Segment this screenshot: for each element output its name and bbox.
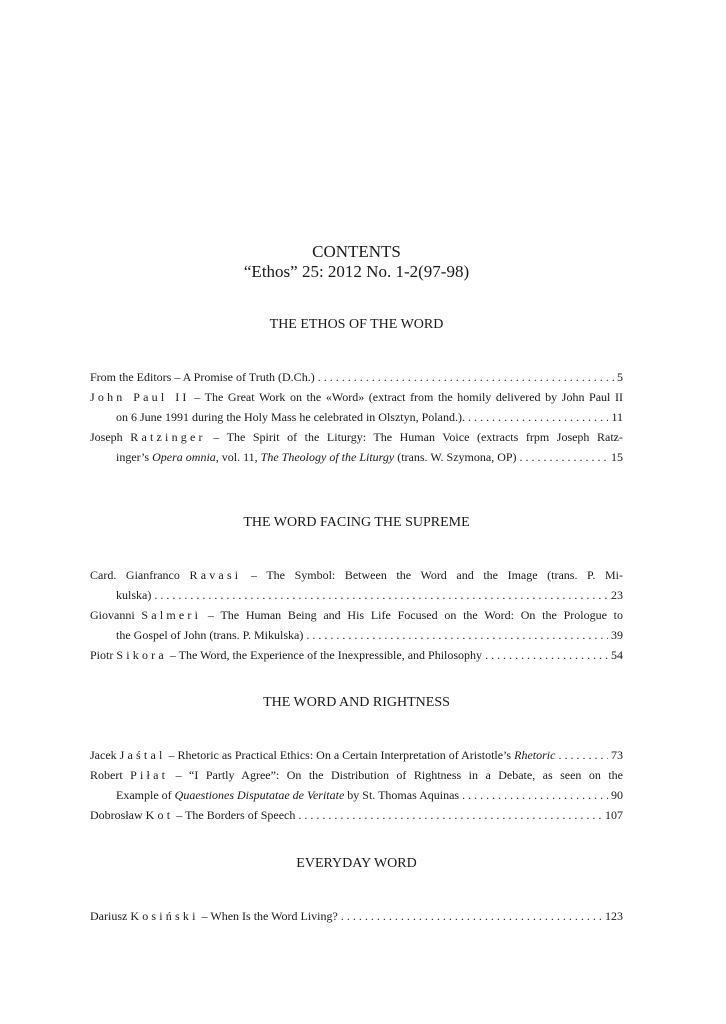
dot-leader xyxy=(462,785,608,805)
toc-entry[interactable] xyxy=(90,745,623,765)
author-name: Sikora xyxy=(116,648,167,662)
section-word-facing-the-supreme xyxy=(90,515,623,665)
toc-entry[interactable] xyxy=(90,427,623,467)
entry-title: Card. Gianfranco Ravasi – The Symbol: Between the Word and the Image (trans. P. Mi- xyxy=(90,568,623,582)
entry-title: From the Editors – A Promise of Truth (D.Ch.) xyxy=(90,370,315,384)
toc-entry[interactable] xyxy=(90,805,623,825)
page-number: 5 xyxy=(617,370,623,384)
entry-list xyxy=(90,745,623,825)
page-number: 54 xyxy=(611,648,623,662)
dot-leader xyxy=(298,805,602,825)
entry-title: Robert Piłat – “I Partly Agree”: On the Distribution of Rightness in a Debate, as seen on the xyxy=(90,768,623,782)
dot-leader xyxy=(520,447,608,467)
page-number: 90 xyxy=(611,788,623,802)
entry-list xyxy=(90,367,623,467)
author-name: Kosiński xyxy=(130,909,199,923)
entry-title: Dariusz Kosiński – When Is the Word Living? xyxy=(90,909,338,923)
section-heading: THE WORD FACING THE SUPREME xyxy=(243,515,470,530)
page-number: 123 xyxy=(605,909,623,923)
toc-entry[interactable] xyxy=(90,645,623,665)
title-block xyxy=(90,242,623,282)
author-name: Salmeri xyxy=(141,608,202,622)
toc-entry[interactable] xyxy=(90,605,623,645)
section-ethos-of-the-word xyxy=(90,317,623,467)
entry-title: Giovanni Salmeri – The Human Being and His Life Focused on the Word: On the Prologue to xyxy=(90,608,623,622)
page-number: 39 xyxy=(611,628,623,642)
section-heading: THE ETHOS OF THE WORD xyxy=(269,317,444,332)
entry-title: Jacek Jaśtal – Rhetoric as Practical Ethics: On a Certain Interpretation of Aristotle’s Rhetoric xyxy=(90,748,556,762)
entry-title: Piotr Sikora – The Word, the Experience of the Inexpressible, and Philosophy xyxy=(90,648,483,662)
contents-page xyxy=(90,0,623,1024)
entry-title-continued: kulska) xyxy=(116,588,152,602)
author-name: Kot xyxy=(145,808,174,822)
page-title: CONTENTS xyxy=(312,242,401,261)
page-number: 15 xyxy=(611,450,623,464)
dot-leader xyxy=(154,585,608,605)
dot-leader xyxy=(318,367,614,387)
entry-title-continued: Example of Quaestiones Disputatae de Veritate by St. Thomas Aquinas xyxy=(116,788,460,802)
dot-leader xyxy=(558,745,608,765)
author-name: Piłat xyxy=(130,768,169,782)
page-number: 11 xyxy=(611,410,623,424)
dot-leader xyxy=(468,407,609,427)
page-number: 107 xyxy=(605,808,623,822)
page-number: 73 xyxy=(611,748,623,762)
section-heading: THE WORD AND RIGHTNESS xyxy=(263,695,450,710)
entry-title: Dobrosław Kot – The Borders of Speech xyxy=(90,808,296,822)
toc-entry[interactable] xyxy=(90,387,623,427)
entry-title-continued: on 6 June 1991 during the Holy Mass he celebrated in Olsztyn, Poland.). xyxy=(116,410,465,424)
author-name: Ratzinger xyxy=(130,430,206,444)
section-word-and-rightness xyxy=(90,695,623,825)
author-name: Ravasi xyxy=(189,568,242,582)
page-number: 23 xyxy=(611,588,623,602)
entry-list xyxy=(90,906,623,926)
dot-leader xyxy=(485,645,608,665)
toc-entry[interactable] xyxy=(90,367,623,387)
section-everyday-word xyxy=(90,856,623,926)
toc-entry[interactable] xyxy=(90,906,623,926)
entry-list xyxy=(90,565,623,665)
author-name: John Paul II xyxy=(90,390,190,404)
dot-leader xyxy=(306,625,608,645)
page-subtitle: “Ethos” 25: 2012 No. 1-2(97-98) xyxy=(243,262,470,281)
section-heading: EVERYDAY WORD xyxy=(296,856,417,871)
entry-title-continued: inger’s Opera omnia, vol. 11, The Theology of the Liturgy (trans. W. Szymona, OP) xyxy=(116,450,517,464)
dot-leader xyxy=(341,906,602,926)
toc-entry[interactable] xyxy=(90,565,623,605)
author-name: Jaśtal xyxy=(119,748,166,762)
entry-title: John Paul II – The Great Work on the «Word» (extract from the homily delivered by John Paul II xyxy=(90,390,623,404)
entry-title: Joseph Ratzinger – The Spirit of the Liturgy: The Human Voice (extracts frpm Joseph Ratz- xyxy=(90,430,623,444)
entry-title-continued: the Gospel of John (trans. P. Mikulska) xyxy=(116,628,304,642)
toc-entry[interactable] xyxy=(90,765,623,805)
